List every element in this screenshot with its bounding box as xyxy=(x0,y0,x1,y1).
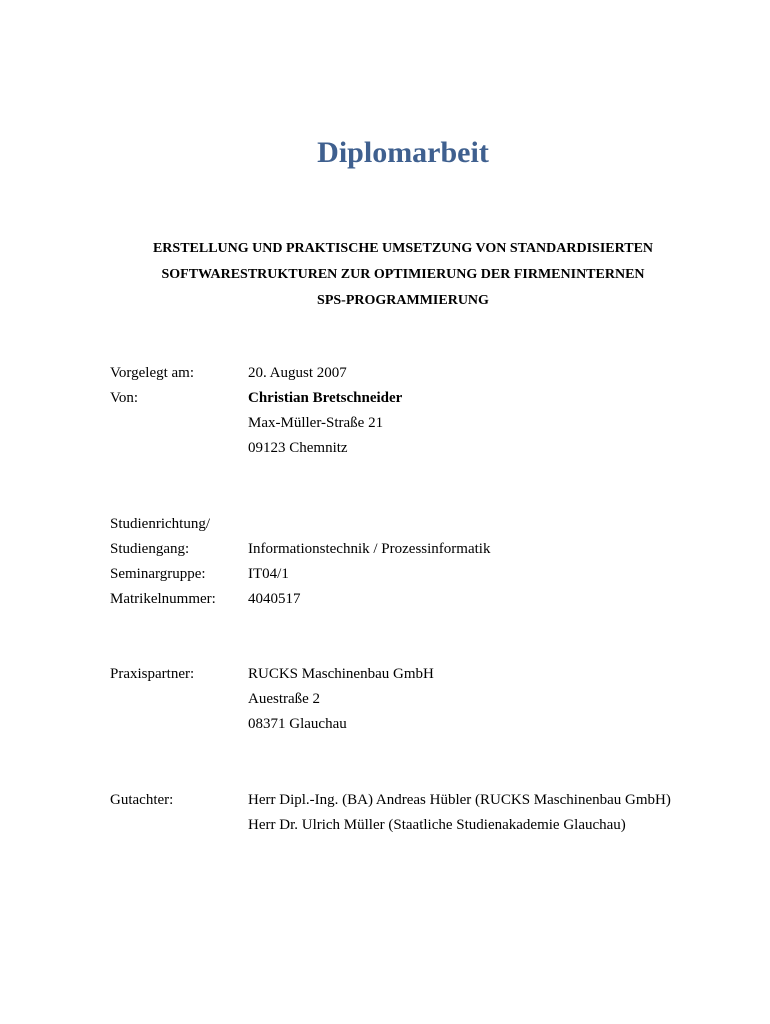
document-title: Diplomarbeit xyxy=(317,136,489,169)
partner-label: Praxispartner: xyxy=(110,666,195,682)
subtitle-line-3: SPS-PROGRAMMIERUNG xyxy=(317,293,489,308)
matriculation-value: 4040517 xyxy=(248,591,301,607)
seminar-group-value: IT04/1 xyxy=(248,566,289,582)
matriculation-label: Matrikelnummer: xyxy=(110,591,216,607)
subtitle-line-2: SOFTWARESTRUKTUREN ZUR OPTIMIERUNG DER FIRMENINTERNEN xyxy=(161,267,645,282)
partner-name: RUCKS Maschinenbau GmbH xyxy=(248,666,434,682)
submitted-date: 20. August 2007 xyxy=(248,365,347,381)
study-value: Informationstechnik / Prozessinformatik xyxy=(248,541,491,557)
author-name: Christian Bretschneider xyxy=(248,390,403,406)
reviewer-first: Herr Dipl.-Ing. (BA) Andreas Hübler (RUCKS Maschinenbau GmbH) xyxy=(248,792,671,808)
author-city: 09123 Chemnitz xyxy=(248,440,348,456)
partner-city: 08371 Glauchau xyxy=(248,716,347,732)
document-subtitle xyxy=(0,236,770,314)
study-label-line1: Studienrichtung/ xyxy=(110,516,210,532)
author-street: Max-Müller-Straße 21 xyxy=(248,415,384,431)
reviewer-second: Herr Dr. Ulrich Müller (Staatliche Studienakademie Glauchau) xyxy=(248,817,626,833)
partner-street: Auestraße 2 xyxy=(248,691,321,707)
seminar-group-label: Seminargruppe: xyxy=(110,566,206,582)
reviewers-label: Gutachter: xyxy=(110,792,174,808)
submitted-label: Vorgelegt am: xyxy=(110,365,195,381)
study-label-line2: Studiengang: xyxy=(110,541,190,557)
author-label: Von: xyxy=(110,390,139,406)
subtitle-line-1: ERSTELLUNG UND PRAKTISCHE UMSETZUNG VON STANDARDISIERTEN xyxy=(152,241,654,256)
